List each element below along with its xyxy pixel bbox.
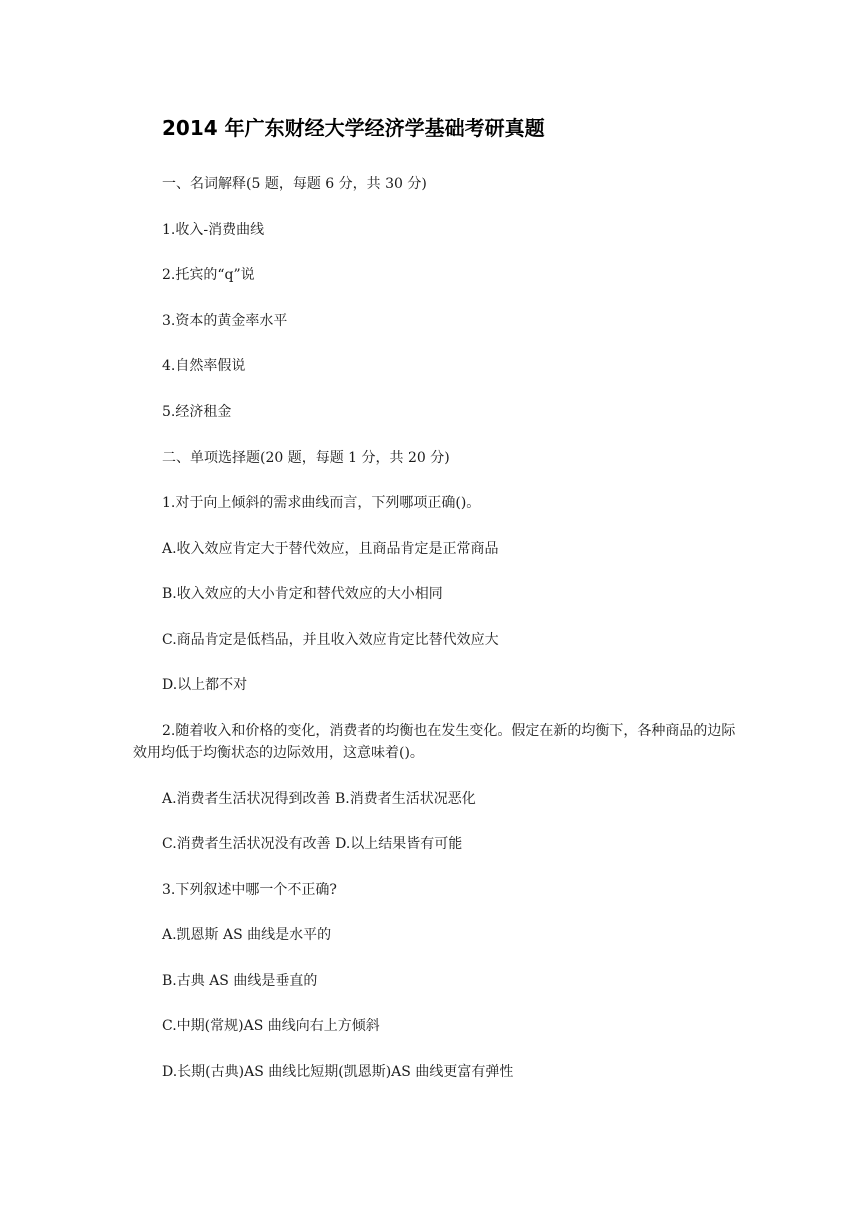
question-line: 1.对于向上倾斜的需求曲线而言，下列哪项正确()。 bbox=[162, 495, 481, 511]
question-line: 4.自然率假说 bbox=[162, 358, 246, 374]
question-line: 5.经济租金 bbox=[162, 404, 232, 420]
question-line: 2.托宾的“q”说 bbox=[162, 267, 255, 283]
option-line: C.商品肯定是低档品，并且收入效应肯定比替代效应大 bbox=[162, 632, 499, 648]
option-line: C.消费者生活状况没有改善 D.以上结果皆有可能 bbox=[162, 836, 463, 852]
option-line: A.凯恩斯 AS 曲线是水平的 bbox=[162, 927, 332, 943]
question-line: 3.下列叙述中哪一个不正确? bbox=[162, 882, 337, 898]
section-heading-choice: 二、单项选择题(20 题，每题 1 分，共 20 分) bbox=[162, 450, 450, 466]
option-line: D.以上都不对 bbox=[162, 677, 248, 693]
section-heading-definitions: 一、名词解释(5 题，每题 6 分，共 30 分) bbox=[162, 176, 427, 192]
option-line: B.收入效应的大小肯定和替代效应的大小相同 bbox=[162, 586, 443, 602]
option-line: B.古典 AS 曲线是垂直的 bbox=[162, 973, 318, 989]
option-line: A.收入效应肯定大于替代效应，且商品肯定是正常商品 bbox=[162, 541, 499, 557]
question-line: 3.资本的黄金率水平 bbox=[162, 313, 288, 329]
question-paragraph: 2.随着收入和价格的变化，消费者的均衡也在发生变化。假定在新的均衡下，各种商品的边际效用均低于均衡状态的边际效用，这意味着()。 bbox=[133, 723, 736, 761]
document-title: 2014 年广东财经大学经济学基础考研真题 bbox=[162, 116, 545, 140]
option-line: A.消费者生活状况得到改善 B.消费者生活状况恶化 bbox=[162, 791, 476, 807]
option-line: D.长期(古典)AS 曲线比短期(凯恩斯)AS 曲线更富有弹性 bbox=[162, 1064, 514, 1080]
option-line: C.中期(常规)AS 曲线向右上方倾斜 bbox=[162, 1018, 380, 1034]
question-line: 1.收入-消费曲线 bbox=[162, 222, 265, 238]
